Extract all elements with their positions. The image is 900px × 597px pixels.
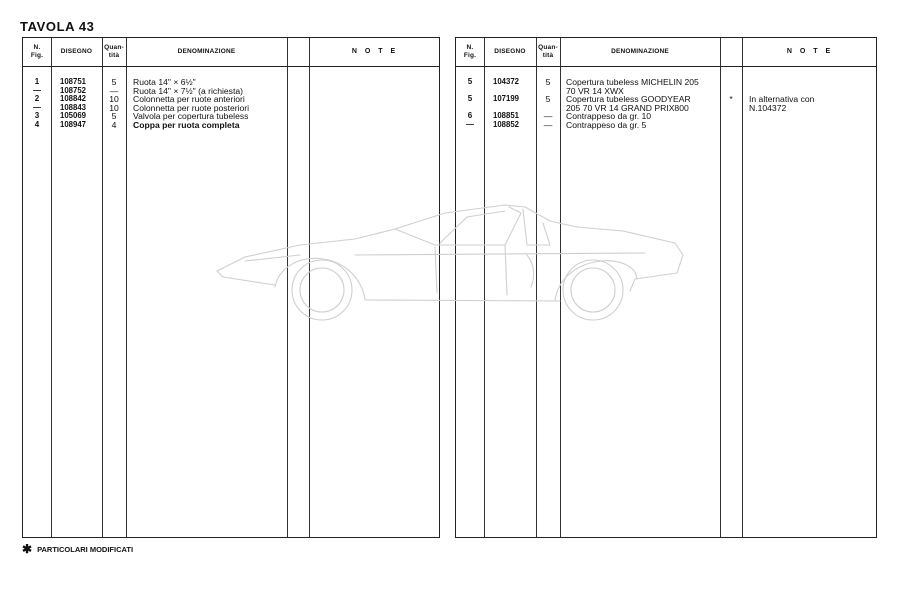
- cell-note: In alternativa con: [749, 94, 815, 104]
- table-row: [456, 121, 876, 130]
- page-title: TAVOLA 43: [20, 19, 95, 34]
- cell-disegno: 105069: [60, 111, 87, 120]
- left-rows: [23, 78, 439, 129]
- cell-qty: —: [543, 119, 553, 130]
- cell-disegno: 108947: [60, 119, 87, 129]
- header-fig: N. Fig.: [30, 44, 44, 59]
- cell-qty: —: [543, 111, 553, 121]
- cell-qty: —: [109, 85, 119, 96]
- cell-disegno: 108843: [60, 102, 87, 112]
- cell-denom: Contrappeso da gr. 5: [566, 119, 647, 130]
- cell-fig: —: [33, 85, 41, 95]
- header-quantita: Quan- tità: [538, 44, 558, 59]
- cell-fig: 3: [34, 111, 40, 120]
- header-disegno: DISEGNO: [60, 48, 93, 55]
- cell-qty: 10: [109, 94, 119, 104]
- cell-denom: Copertura tubeless GOODYEAR: [566, 94, 691, 104]
- cell-denom: Ruota 14" × 6½": [133, 77, 196, 87]
- cell-qty: 10: [109, 102, 119, 113]
- table-row: [23, 121, 439, 130]
- header-note: N O T E: [786, 48, 834, 55]
- car-silhouette-illustration: [205, 195, 695, 330]
- cell-denom: Contrappeso da gr. 10: [566, 111, 652, 121]
- cell-disegno: 108842: [60, 94, 87, 103]
- table-row: [456, 112, 876, 121]
- cell-disegno: 108852: [493, 119, 520, 129]
- cell-fig: —: [33, 102, 41, 112]
- right-rows: [456, 78, 876, 129]
- cell-fig: 2: [34, 94, 40, 103]
- footer-text: PARTICOLARI MODIFICATI: [37, 544, 134, 554]
- cell-denom: 70 VR 14 XWX: [566, 85, 624, 96]
- cell-qty: 5: [111, 77, 117, 87]
- header-disegno: DISEGNO: [494, 48, 526, 55]
- cell-fig: 4: [34, 119, 40, 129]
- header-quantita: Quan- tità: [104, 44, 124, 59]
- header-fig: N. Fig.: [463, 44, 477, 59]
- cell-note: N.104372: [749, 102, 787, 113]
- cell-disegno: 108751: [60, 77, 87, 86]
- cell-disegno: 104372: [493, 77, 520, 86]
- cell-disegno: 107199: [493, 94, 520, 103]
- header-denominazione: DENOMINAZIONE: [177, 48, 236, 55]
- cell-fig: 5: [467, 94, 473, 103]
- cell-denom: Valvola per copertura tubeless: [133, 111, 249, 121]
- cell-denom: 205 70 VR 14 GRAND PRIX800: [566, 102, 689, 113]
- cell-denom: Ruota 14" × 7½" (a richiesta): [133, 85, 243, 96]
- cell-fig: 5: [467, 77, 473, 86]
- cell-fig: —: [466, 119, 474, 129]
- cell-qty: 4: [111, 119, 117, 130]
- cell-fig: 6: [467, 111, 473, 120]
- cell-mark: *: [729, 94, 733, 104]
- table-row: [456, 78, 876, 87]
- cell-denom: Copertura tubeless MICHELIN 205: [566, 77, 699, 87]
- cell-qty: 5: [111, 111, 117, 121]
- asterisk-icon: ✱: [22, 542, 33, 556]
- cell-denom: Colonnetta per ruote anteriori: [133, 94, 245, 104]
- footer-legend: [22, 544, 133, 554]
- cell-fig: 1: [34, 77, 40, 86]
- cell-denom: Colonnetta per ruote posteriori: [133, 102, 250, 113]
- header-denominazione: DENOMINAZIONE: [611, 48, 669, 55]
- cell-disegno: 108752: [60, 85, 87, 95]
- cell-disegno: 108851: [493, 111, 520, 120]
- cell-qty: 5: [545, 94, 551, 104]
- table-row: [456, 104, 876, 113]
- cell-denom: Coppa per ruota completa: [133, 119, 240, 130]
- header-note: N O T E: [351, 48, 399, 55]
- cell-qty: 5: [545, 77, 551, 87]
